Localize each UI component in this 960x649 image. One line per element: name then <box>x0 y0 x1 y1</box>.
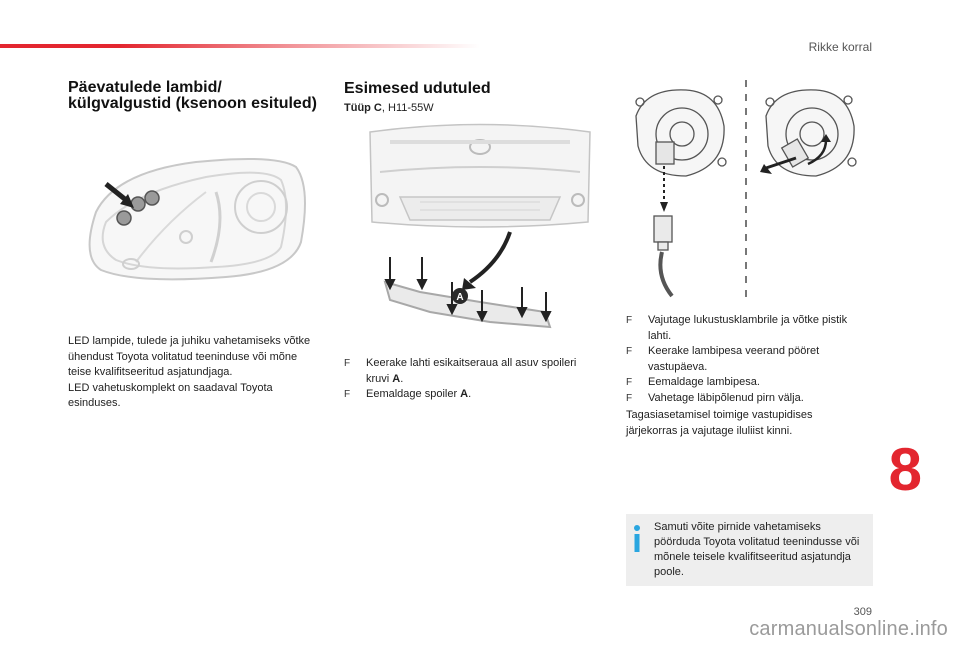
chapter-number: 8 <box>888 436 922 503</box>
step-bold: A <box>392 372 401 385</box>
front-bumper-figure <box>360 122 600 344</box>
header-accent-bar <box>0 44 480 48</box>
step-bullet: F <box>626 315 633 326</box>
list-item <box>626 313 872 344</box>
list-item <box>626 391 872 407</box>
fog-lamp-figure <box>626 76 874 306</box>
bulb-replacement-steps <box>626 313 872 406</box>
step-text: Vajutage lukustusklambrile ja võtke pistik lahti. <box>648 314 848 342</box>
info-note-text: Samuti võite pirnide vahetamiseks pöörduda Toyota volitatud teenindusse või mõnele teisele kvalifitseeritud asjatundja poole. <box>654 521 860 578</box>
step-text: Vahetage läbipõlenud pirn välja. <box>648 391 804 404</box>
watermark: carmanualsonline.info <box>749 618 948 640</box>
bulb-type-label: Tüüp C <box>344 102 382 114</box>
bulb-type-value: , H11-55W <box>381 102 434 114</box>
step-bullet: F <box>344 389 351 400</box>
list-item <box>626 344 872 375</box>
figure-label-a: A <box>456 292 464 303</box>
spoiler-steps <box>344 356 602 403</box>
step-bold: A <box>460 388 469 400</box>
info-icon <box>632 524 642 552</box>
list-item <box>626 375 872 391</box>
page-number: 309 <box>853 606 872 618</box>
step-end: . <box>400 372 404 385</box>
list-item <box>344 387 602 403</box>
running-title: Rikke korral <box>808 40 872 54</box>
step-text: Eemaldage spoiler <box>366 388 461 400</box>
step-bullet: F <box>626 377 633 388</box>
step-bullet: F <box>626 346 633 357</box>
step-text: Eemaldage lambipesa. <box>648 376 760 388</box>
drl-description-line2: LED vahetuskomplekt on saadaval Toyota esinduses. <box>68 381 273 409</box>
drl-description <box>68 334 322 412</box>
step-text: Keerake lambipesa veerand pööret vastupäeva. <box>648 345 820 373</box>
step-bullet: F <box>344 358 351 369</box>
info-note <box>626 514 873 586</box>
step-end: . <box>468 388 472 400</box>
list-item <box>344 356 602 387</box>
step-bullet: F <box>626 392 633 404</box>
section-title-drl: Päevatulede lambid/ külgvalgustid (ksenoon esituled) <box>68 79 317 112</box>
drl-description-line1: LED lampide, tulede ja juhiku vahetamiseks võtke ühendust Toyota volitatud teeninduse või mõne teise kvalifitseeritud asjatundjaga. <box>68 335 311 378</box>
reassembly-note: Tagasiasetamisel toimige vastupidises järjekorras ja vajutage iluliist kinni. <box>626 409 813 437</box>
section-title-fog-lights: Esimesed udutuled <box>344 80 491 97</box>
step-text: Keerake lahti esikaitseraua all asuv spoileri kruvi <box>366 357 577 385</box>
headlamp-figure <box>76 152 316 292</box>
bulb-type <box>344 102 434 114</box>
